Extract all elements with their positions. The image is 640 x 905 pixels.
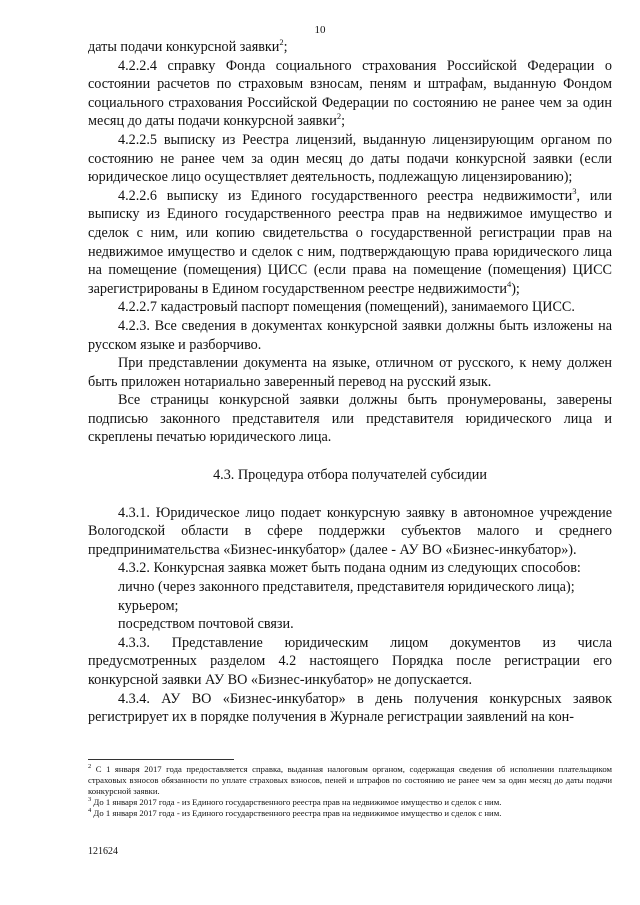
paragraph-text: 4.2.2.4 справку Фонда социального страхования Российской Федерации о состоянии расчетов по страховым взносам, пеням и штрафам, выданную Фондом социального страхования Российской Федерации по состоянию не ранее чем за один месяц до даты подачи конкурсной заявки [88,57,612,130]
footnote-4 [88,808,612,819]
paragraph-4-2-2-5: 4.2.2.5 выписку из Реестра лицензий, выданную лицензирующим органом по состоянию не ранее чем за один месяц до даты подачи конкурсной заявки (если юридическое лицо осуществляет деятельность, подлежащую лицензированию); [88,131,612,186]
paragraph-text: , или выписку из Единого государственного реестра прав на недвижимое имущество и сделок с ним, или копию свидетельства о государственной регистрации прав на недвижимое имущество и сделок с ним, подтверждающую права юридического лица на помещение (помещения) ЦИСС (если права на помещение (помещения) ЦИСС зарегистрированы в Едином государственном реестре недвижимости [88,187,612,297]
list-item: лично (через законного представителя, представителя юридического лица); [118,579,575,596]
section-heading: 4.3. Процедура отбора получателей субсидии [213,467,487,484]
document-code: 121624 [88,846,118,857]
paragraph-translation: При представлении документа на языке, отличном от русского, к нему должен быть приложен нотариально заверенный перевод на русский язык. [88,355,612,390]
paragraph-4-3-1: 4.3.1. Юридическое лицо подает конкурсную заявку в автономное учреждение Вологодской области в сфере поддержки субъектов малого и среднего предпринимательства «Бизнес-инкубатор» (далее - АУ ВО «Бизнес-инкубатор»). [88,504,612,558]
paragraph-continuation [88,38,612,57]
paragraph-pages: Все страницы конкурсной заявки должны быть пронумерованы, заверены подписью законного представителя или представителя юридического лица и скреплены печатью юридического лица. [88,392,612,446]
footnote-2 [88,764,612,797]
footnote-ref: 2 [279,37,284,47]
footnote-text: До 1 января 2017 года - из Единого государственного реестра прав на недвижимое имущество и сделок с ним. [93,808,502,818]
footnote-text: До 1 января 2017 года - из Единого государственного реестра прав на недвижимое имущество и сделок с ним. [93,797,502,807]
paragraph-4-3-2: 4.3.2. Конкурсная заявка может быть подана одним из следующих способов: [118,560,581,577]
paragraph-4-2-2-7: 4.2.2.7 кадастровый паспорт помещения (помещений), занимаемого ЦИСС. [118,299,575,316]
footnote-ref: 3 [572,185,577,196]
footnote-mark: 2 [88,763,92,770]
footnote-text: С 1 января 2017 года предоставляется справка, выданная налоговым органом, содержащая сведения об исполнении плательщиком страховых взносов обязанности по уплате страховых взносов, пеней и штрафов по состоянию не ранее чем за один месяц до даты подачи конкурсной заявки. [88,764,613,796]
footnote-mark: 4 [88,807,92,814]
page-number: 10 [314,24,326,36]
paragraph-4-3-4: 4.3.4. АУ ВО «Бизнес-инкубатор» в день получения конкурсных заявок регистрирует их в порядке получения в Журнале регистрации заявлений на кон- [88,690,612,726]
paragraph-text: 4.2.2.6 выписку из Единого государственного реестра недвижимости [118,187,573,204]
body-text [88,38,612,727]
paragraph-text: даты подачи конкурсной заявки [88,39,280,55]
footnote-3 [88,797,612,808]
paragraph-text: ); [511,280,520,297]
footnotes [88,764,612,819]
paragraph-4-2-2-6 [88,187,612,299]
footnote-mark: 3 [88,796,92,803]
footnote-ref: 4 [506,278,512,289]
list-item: курьером; [118,597,179,614]
paragraph-4-3-3: 4.3.3. Представление юридическим лицом документов из числа предусмотренных разделом 4.2 настоящего Порядка после регистрации его конкурсной заявки АУ ВО «Бизнес-инкубатор» не допускается. [88,634,612,688]
paragraph-text: ; [283,39,288,55]
footnote-ref: 2 [336,111,342,122]
list-item: посредством почтовой связи. [118,616,294,633]
footnote-divider [88,759,234,760]
paragraph-4-2-2-4 [88,57,612,131]
paragraph-4-2-3: 4.2.3. Все сведения в документах конкурсной заявки должны быть изложены на русском языке и разборчиво. [88,317,612,353]
paragraph-text: ; [341,113,346,130]
